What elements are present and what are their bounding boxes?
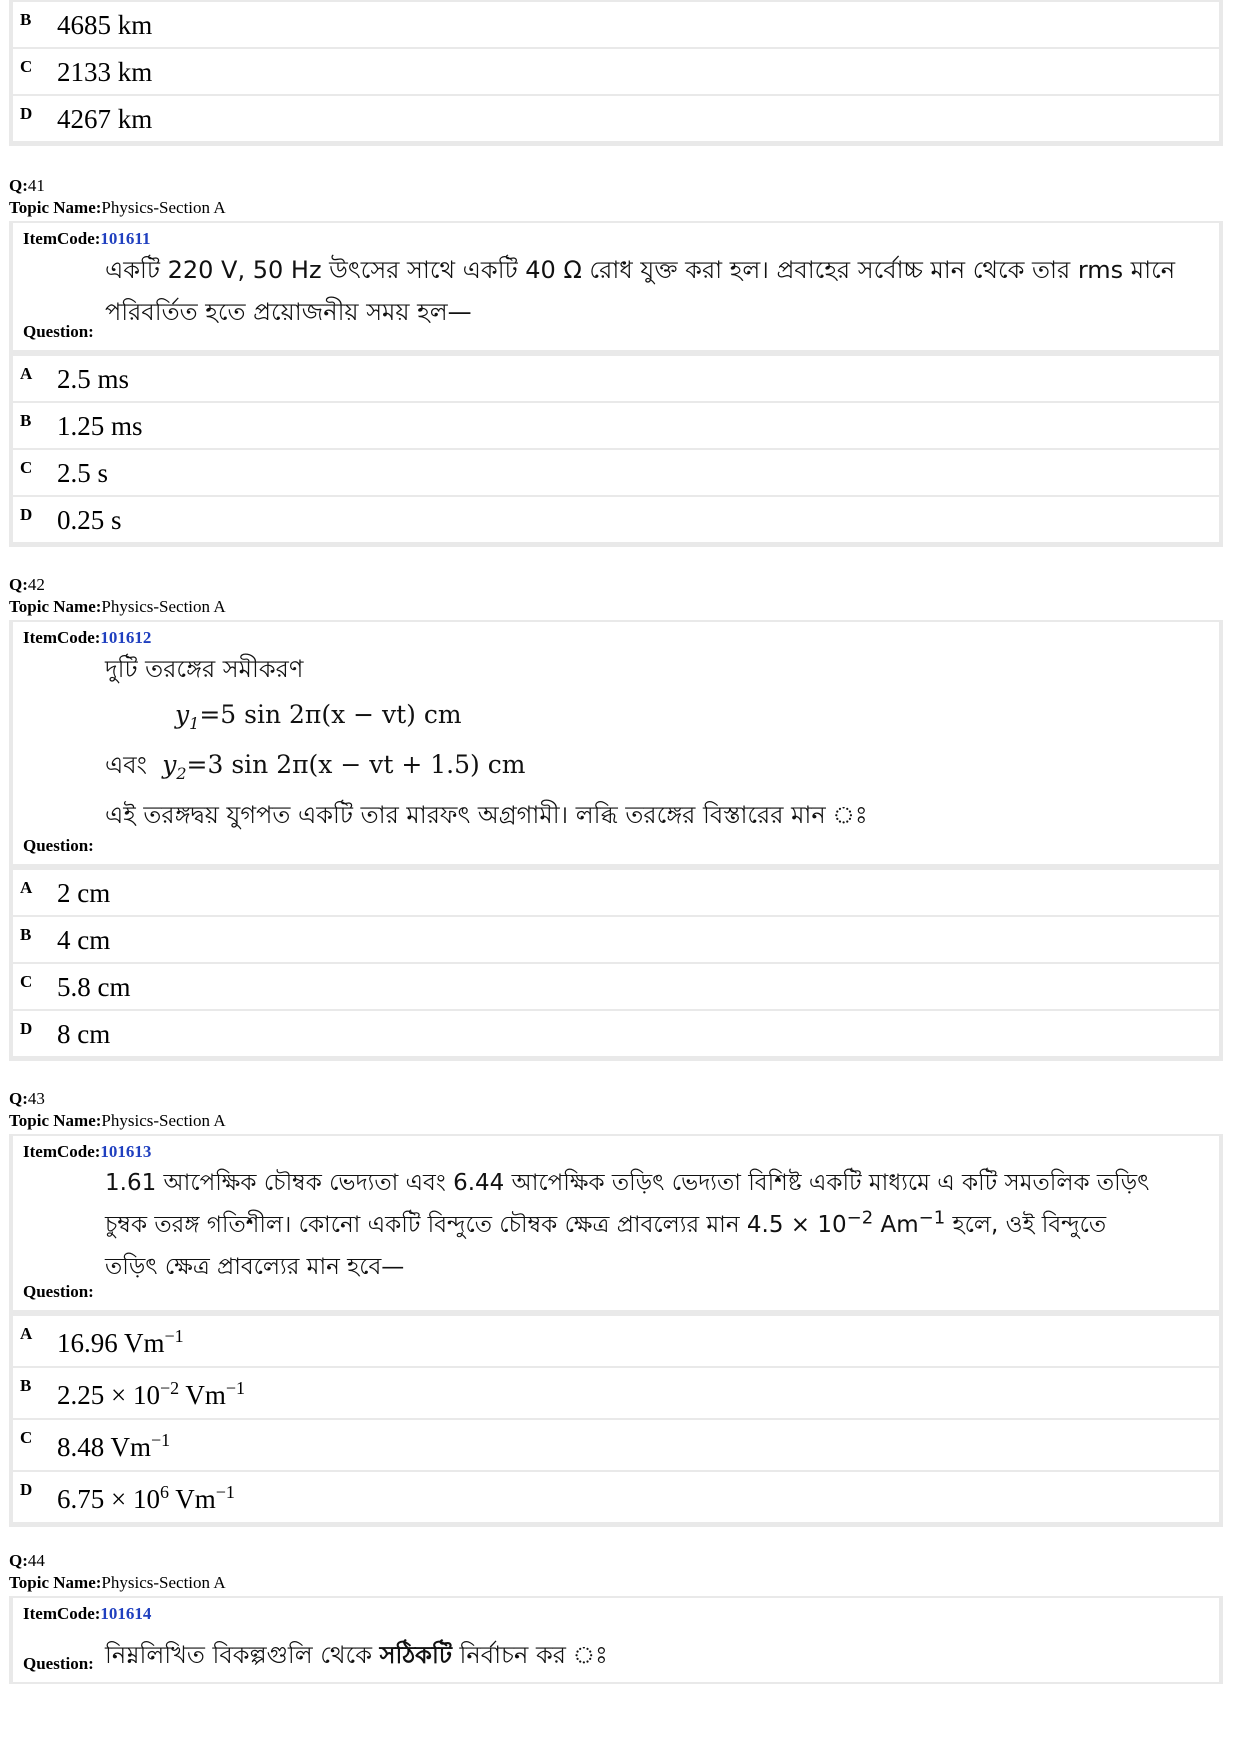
option-text: 4267 km bbox=[57, 104, 153, 134]
question-box bbox=[9, 1134, 1223, 1312]
eq-rhs: =5 sin 2π(x − vt) cm bbox=[199, 700, 462, 729]
item-code-label: ItemCode: bbox=[23, 1604, 101, 1623]
question-label: Question: bbox=[23, 322, 94, 341]
item-code-label: ItemCode: bbox=[23, 628, 101, 647]
option-letter: C bbox=[20, 1428, 33, 1447]
item-code: 101613 bbox=[100, 1142, 152, 1161]
question-line: 1.61 আপেক্ষিক চৌম্বক ভেদ্যতা এবং 6.44 আপেক্ষিক তড়িৎ ভেদ্যতা বিশিষ্ট একটি মাধ্যমে এ কটি সমতলিক তড়িৎ bbox=[105, 1170, 1150, 1196]
text-part: 16.96 Vm bbox=[57, 1328, 165, 1358]
option-row[interactable] bbox=[13, 2, 1219, 47]
question-text bbox=[13, 1162, 1219, 1288]
option-letter: B bbox=[20, 10, 32, 29]
question-box bbox=[9, 1596, 1223, 1684]
question-header bbox=[9, 1088, 226, 1132]
option-row[interactable] bbox=[13, 1316, 1219, 1366]
option-text: 4 cm bbox=[57, 925, 111, 955]
topic-label: Topic Name: bbox=[9, 1573, 102, 1592]
eq-prefix: এবং bbox=[105, 751, 147, 779]
topic-name: Physics-Section A bbox=[101, 597, 226, 616]
text-part: 2.25 × 10 bbox=[57, 1380, 160, 1410]
option-text bbox=[43, 1316, 1219, 1366]
question-box bbox=[9, 620, 1223, 866]
q-label: Q: bbox=[9, 1089, 28, 1108]
option-row[interactable] bbox=[13, 49, 1219, 94]
option-letter: A bbox=[20, 364, 33, 383]
q-label: Q: bbox=[9, 1551, 28, 1570]
eq-rhs: =3 sin 2π(x − vt + 1.5) cm bbox=[186, 750, 526, 779]
equation-1 bbox=[105, 690, 1205, 740]
q-label: Q: bbox=[9, 176, 28, 195]
exponent: −1 bbox=[225, 1378, 246, 1398]
option-row[interactable] bbox=[13, 917, 1219, 962]
q-label: Q: bbox=[9, 575, 28, 594]
option-text: 4685 km bbox=[57, 10, 153, 40]
topic-label: Topic Name: bbox=[9, 597, 102, 616]
option-text bbox=[43, 1472, 1219, 1522]
exponent: 6 bbox=[159, 1482, 169, 1502]
item-code-line bbox=[13, 223, 1219, 249]
question-line bbox=[105, 1204, 1205, 1246]
option-row[interactable] bbox=[13, 1368, 1219, 1418]
eq-sub: 1 bbox=[189, 713, 200, 733]
option-letter: A bbox=[20, 878, 33, 897]
option-text: 2 cm bbox=[57, 878, 111, 908]
option-letter: A bbox=[20, 1324, 33, 1343]
question-header bbox=[9, 175, 226, 219]
topic-label: Topic Name: bbox=[9, 198, 102, 217]
q-number: 42 bbox=[27, 575, 45, 594]
option-text bbox=[43, 1420, 1219, 1470]
exponent: −1 bbox=[151, 1430, 171, 1450]
options-table bbox=[9, 1312, 1223, 1527]
eq-sub: 2 bbox=[176, 763, 187, 783]
question-header bbox=[9, 574, 226, 618]
question-header bbox=[9, 1550, 226, 1594]
option-text: 8 cm bbox=[57, 1019, 111, 1049]
option-letter: D bbox=[20, 505, 33, 524]
option-row[interactable] bbox=[13, 356, 1219, 401]
option-letter: D bbox=[20, 1019, 33, 1038]
option-row[interactable] bbox=[13, 403, 1219, 448]
item-code-label: ItemCode: bbox=[23, 1142, 101, 1161]
text-part: হলে, ওই বিন্দুতে bbox=[945, 1212, 1107, 1238]
text-part: চুম্বক তরঙ্গ গতিশীল। কোনো একটি বিন্দুতে চৌম্বক ক্ষেত্র প্রাবল্যের মান 4.5 × 10 bbox=[105, 1212, 847, 1238]
option-row[interactable] bbox=[13, 1011, 1219, 1056]
question-line: দুটি তরঙ্গের সমীকরণ bbox=[105, 655, 304, 683]
options-table bbox=[9, 866, 1223, 1061]
option-text: 2.5 ms bbox=[57, 364, 130, 394]
option-text: 2133 km bbox=[57, 57, 153, 87]
option-letter: B bbox=[20, 411, 32, 430]
text-part: 8.48 Vm bbox=[57, 1432, 152, 1462]
option-row[interactable] bbox=[13, 497, 1219, 542]
text-part: নির্বাচন কর ঃ bbox=[451, 1641, 608, 1669]
exponent: −2 bbox=[159, 1378, 180, 1398]
option-text: 2.5 s bbox=[57, 458, 109, 488]
option-row[interactable] bbox=[13, 1472, 1219, 1522]
q-number: 43 bbox=[27, 1089, 45, 1108]
item-code-line bbox=[13, 622, 1219, 648]
question-text bbox=[13, 249, 1219, 333]
text-part: Am bbox=[873, 1212, 919, 1238]
text-bold: সঠিকটি bbox=[379, 1641, 452, 1669]
equation-2 bbox=[105, 740, 1205, 790]
exponent: −1 bbox=[164, 1326, 184, 1346]
question-label: Question: bbox=[23, 1282, 94, 1301]
item-code: 101611 bbox=[100, 229, 151, 248]
question-text bbox=[13, 1624, 1219, 1676]
topic-name: Physics-Section A bbox=[101, 198, 226, 217]
text-part: Vm bbox=[179, 1380, 226, 1410]
option-row[interactable] bbox=[13, 450, 1219, 495]
option-row[interactable] bbox=[13, 1420, 1219, 1470]
item-code: 101612 bbox=[100, 628, 152, 647]
item-code-label: ItemCode: bbox=[23, 229, 101, 248]
question-line: এই তরঙ্গদ্বয় যুগপত একটি তার মারফৎ অগ্রগামী। লব্ধি তরঙ্গের বিস্তারের মান ঃ bbox=[105, 801, 868, 829]
eq-var: y bbox=[162, 750, 177, 779]
topic-name: Physics-Section A bbox=[101, 1573, 226, 1592]
topic-label: Topic Name: bbox=[9, 1111, 102, 1130]
exponent: −1 bbox=[215, 1482, 235, 1502]
option-row[interactable] bbox=[13, 964, 1219, 1009]
item-code-line bbox=[13, 1598, 1219, 1624]
topic-name: Physics-Section A bbox=[101, 1111, 226, 1130]
q-number: 44 bbox=[27, 1551, 45, 1570]
exponent: −2 bbox=[846, 1207, 874, 1229]
option-row[interactable] bbox=[13, 870, 1219, 915]
option-row[interactable] bbox=[13, 96, 1219, 141]
eq-var: y bbox=[175, 700, 190, 729]
question-label: Question: bbox=[23, 836, 94, 855]
text-part: নিম্নলিখিত বিকল্পগুলি থেকে bbox=[105, 1641, 380, 1669]
question-label: Question: bbox=[23, 1654, 94, 1673]
option-letter: C bbox=[20, 57, 33, 76]
option-text: 5.8 cm bbox=[57, 972, 131, 1002]
prev-options-table bbox=[9, 0, 1223, 146]
text-part: 6.75 × 10 bbox=[57, 1484, 160, 1514]
text-part: Vm bbox=[168, 1484, 216, 1514]
question-box bbox=[9, 221, 1223, 352]
option-text: 1.25 ms bbox=[57, 411, 143, 441]
option-letter: D bbox=[20, 1480, 33, 1499]
exponent: −1 bbox=[918, 1207, 946, 1229]
question-text bbox=[13, 648, 1219, 840]
option-letter: C bbox=[20, 972, 33, 991]
option-letter: B bbox=[20, 925, 32, 944]
question-line: একটি 220 V, 50 Hz উৎসের সাথে একটি 40 Ω রোধ যুক্ত করা হল। প্রবাহের সর্বোচ্চ মান থেকে তার rms মানে bbox=[105, 256, 1176, 284]
q-number: 41 bbox=[27, 176, 45, 195]
options-table bbox=[9, 352, 1223, 547]
item-code: 101614 bbox=[100, 1604, 152, 1623]
option-letter: C bbox=[20, 458, 33, 477]
question-line: তড়িৎ ক্ষেত্র প্রাবল্যের মান হবে— bbox=[105, 1254, 405, 1280]
question-line: পরিবর্তিত হতে প্রয়োজনীয় সময় হল— bbox=[105, 298, 472, 326]
item-code-line bbox=[13, 1136, 1219, 1162]
option-letter: D bbox=[20, 104, 33, 123]
option-text: 0.25 s bbox=[57, 505, 122, 535]
option-letter: B bbox=[20, 1376, 32, 1395]
option-text bbox=[43, 1368, 1219, 1418]
